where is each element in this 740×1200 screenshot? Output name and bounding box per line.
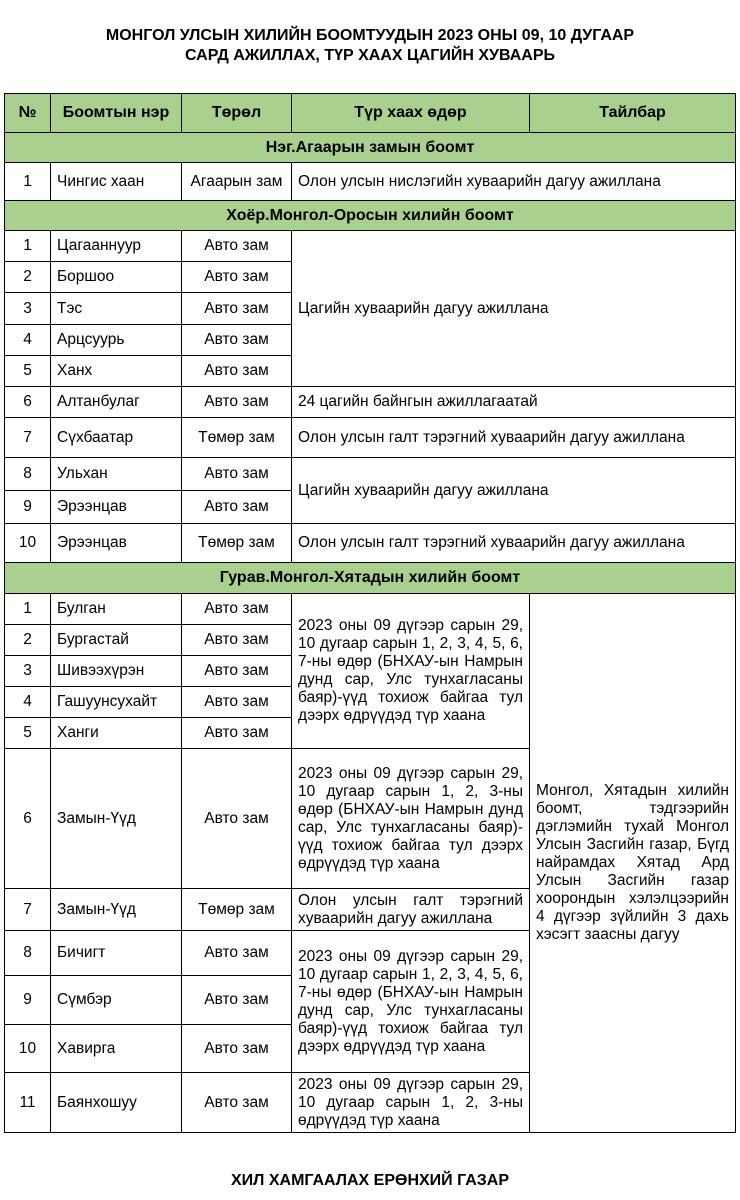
cell-type: Авто зам [182, 656, 292, 687]
header-note: Тайлбар [530, 94, 736, 133]
cell-type: Авто зам [182, 749, 292, 889]
table-row [5, 231, 736, 262]
cell-port-name: Бургастай [51, 625, 182, 656]
cell-type: Авто зам [182, 718, 292, 749]
cell-port-name: Ульхан [51, 458, 182, 491]
table-row [5, 524, 736, 563]
cell-schedule: Олон улсын нислэгийн хуваарийн дагуу ажиллана [292, 163, 736, 201]
cell-port-name: Сүхбаатар [51, 418, 182, 458]
header-row [5, 94, 736, 133]
header-num: № [5, 94, 51, 133]
cell-num: 2 [5, 262, 51, 293]
cell-num: 4 [5, 687, 51, 718]
cell-type: Авто зам [182, 231, 292, 262]
cell-port-name: Ханх [51, 356, 182, 387]
cell-port-name: Гашуунсухайт [51, 687, 182, 718]
cell-port-name: Шивээхүрэн [51, 656, 182, 687]
cell-port-name: Баянхошуу [51, 1073, 182, 1133]
cell-num: 9 [5, 491, 51, 524]
cell-port-name: Замын-Үүд [51, 889, 182, 931]
cell-type: Агаарын зам [182, 163, 292, 201]
section-row [5, 201, 736, 231]
cell-num: 3 [5, 656, 51, 687]
cell-type: Авто зам [182, 594, 292, 625]
cell-num: 10 [5, 524, 51, 563]
cell-num: 5 [5, 356, 51, 387]
cell-port-name: Ханги [51, 718, 182, 749]
section-title-china: Гурав.Монгол-Хятадын хилийн боомт [5, 563, 736, 594]
cell-type: Авто зам [182, 458, 292, 491]
cell-port-name: Тэс [51, 293, 182, 325]
cell-schedule: 24 цагийн байнгын ажиллагаатай [292, 387, 736, 418]
cell-port-name: Эрээнцав [51, 524, 182, 563]
section-title-russia: Хоёр.Монгол-Оросын хилийн боомт [5, 201, 736, 231]
cell-port-name: Булган [51, 594, 182, 625]
table-row [5, 458, 736, 491]
cell-type: Авто зам [182, 1025, 292, 1073]
cell-close-day: 2023 оны 09 дүгээр сарын 29, 10 дугаар сарын 1, 2, 3, 4, 5, 6, 7-ны өдөр (БНХАУ-ын Намрын дунд сар, Улс тунхагласаны баяр)-үүд тохиож байгаа тул дээрх өдрүүдэд түр хаана [292, 594, 530, 749]
cell-num: 3 [5, 293, 51, 325]
cell-type: Авто зам [182, 356, 292, 387]
cell-num: 5 [5, 718, 51, 749]
section-row [5, 133, 736, 163]
cell-num: 7 [5, 889, 51, 931]
cell-type: Авто зам [182, 387, 292, 418]
table-row [5, 163, 736, 201]
cell-num: 1 [5, 231, 51, 262]
cell-type: Төмөр зам [182, 524, 292, 563]
cell-close-day: 2023 оны 09 дүгээр сарын 29, 10 дугаар сарын 1, 2, 3-ны өдрүүдэд түр хаана [292, 1073, 530, 1133]
cell-close-day: 2023 оны 09 дүгээр сарын 29, 10 дугаар сарын 1, 2, 3, 4, 5, 6, 7-ны өдөр (БНХАУ-ын Намрын дунд сар, Улс тунхагласаны баяр)-үүд тохиож байгаа тул дээрх өдрүүдэд түр хаана [292, 931, 530, 1073]
cell-port-name: Алтанбулаг [51, 387, 182, 418]
section-title-air: Нэг.Агаарын замын боомт [5, 133, 736, 163]
cell-type: Авто зам [182, 625, 292, 656]
cell-num: 1 [5, 163, 51, 201]
cell-num: 4 [5, 325, 51, 356]
cell-num: 6 [5, 387, 51, 418]
cell-schedule: Цагийн хуваарийн дагуу ажиллана [292, 231, 736, 387]
cell-type: Авто зам [182, 976, 292, 1025]
cell-port-name: Замын-Үүд [51, 749, 182, 889]
cell-schedule: Олон улсын галт тэрэгний хуваарийн дагуу ажиллана [292, 418, 736, 458]
cell-port-name: Бичигт [51, 931, 182, 976]
table-row [5, 594, 736, 625]
cell-num: 2 [5, 625, 51, 656]
cell-port-name: Арцсуурь [51, 325, 182, 356]
cell-type: Авто зам [182, 325, 292, 356]
header-name: Боомтын нэр [51, 94, 182, 133]
border-port-schedule-table [4, 93, 736, 1133]
cell-num: 6 [5, 749, 51, 889]
cell-schedule: Олон улсын галт тэрэгний хуваарийн дагуу ажиллана [292, 524, 736, 563]
cell-type: Төмөр зам [182, 889, 292, 931]
cell-close-day: Олон улсын галт тэрэгний хуваарийн дагуу ажиллана [292, 889, 530, 931]
header-type: Төрөл [182, 94, 292, 133]
cell-type: Төмөр зам [182, 418, 292, 458]
cell-close-day: 2023 оны 09 дүгээр сарын 29, 10 дугаар сарын 1, 2, 3-ны өдөр (БНХАУ-ын Намрын дунд сар, Улс тунхагласаны баяр)-үүд тохиож байгаа тул дээрх өдрүүдэд түр хаана [292, 749, 530, 889]
cell-port-name: Боршоо [51, 262, 182, 293]
cell-type: Авто зам [182, 262, 292, 293]
cell-num: 8 [5, 931, 51, 976]
footer-organization: ХИЛ ХАМГААЛАХ ЕРӨНХИЙ ГАЗАР [231, 1172, 509, 1189]
cell-note: Монгол, Хятадын хилийн боомт, тэдгээрийн дэглэмийн тухай Монгол Улсын Засгийн газар, Бүгд найрамдах Хятад Ард Улсын Засгийн газар хоорондын хэлэлцээрийн 4 дүгээр зүйлийн 3 дахь хэсэгт заасны дагуу [530, 594, 736, 1133]
title-line-1: МОНГОЛ УЛСЫН ХИЛИЙН БООМТУУДЫН 2023 ОНЫ 09, 10 ДУГААР [105, 27, 635, 44]
cell-num: 8 [5, 458, 51, 491]
cell-num: 11 [5, 1073, 51, 1133]
title-line-2: САРД АЖИЛЛАХ, ТҮР ХААХ ЦАГИЙН ХУВААРЬ [185, 47, 555, 64]
cell-num: 9 [5, 976, 51, 1025]
cell-num: 7 [5, 418, 51, 458]
cell-port-name: Чингис хаан [51, 163, 182, 201]
table-row [5, 418, 736, 458]
cell-port-name: Эрээнцав [51, 491, 182, 524]
header-close-day: Түр хаах өдөр [292, 94, 530, 133]
cell-port-name: Сүмбэр [51, 976, 182, 1025]
cell-num: 1 [5, 594, 51, 625]
cell-schedule: Цагийн хуваарийн дагуу ажиллана [292, 458, 736, 524]
cell-type: Авто зам [182, 293, 292, 325]
cell-port-name: Цагааннуур [51, 231, 182, 262]
cell-type: Авто зам [182, 491, 292, 524]
cell-port-name: Хавирга [51, 1025, 182, 1073]
cell-num: 10 [5, 1025, 51, 1073]
cell-type: Авто зам [182, 687, 292, 718]
cell-type: Авто зам [182, 931, 292, 976]
cell-type: Авто зам [182, 1073, 292, 1133]
page-title [0, 26, 740, 66]
table-row [5, 387, 736, 418]
section-row [5, 563, 736, 594]
